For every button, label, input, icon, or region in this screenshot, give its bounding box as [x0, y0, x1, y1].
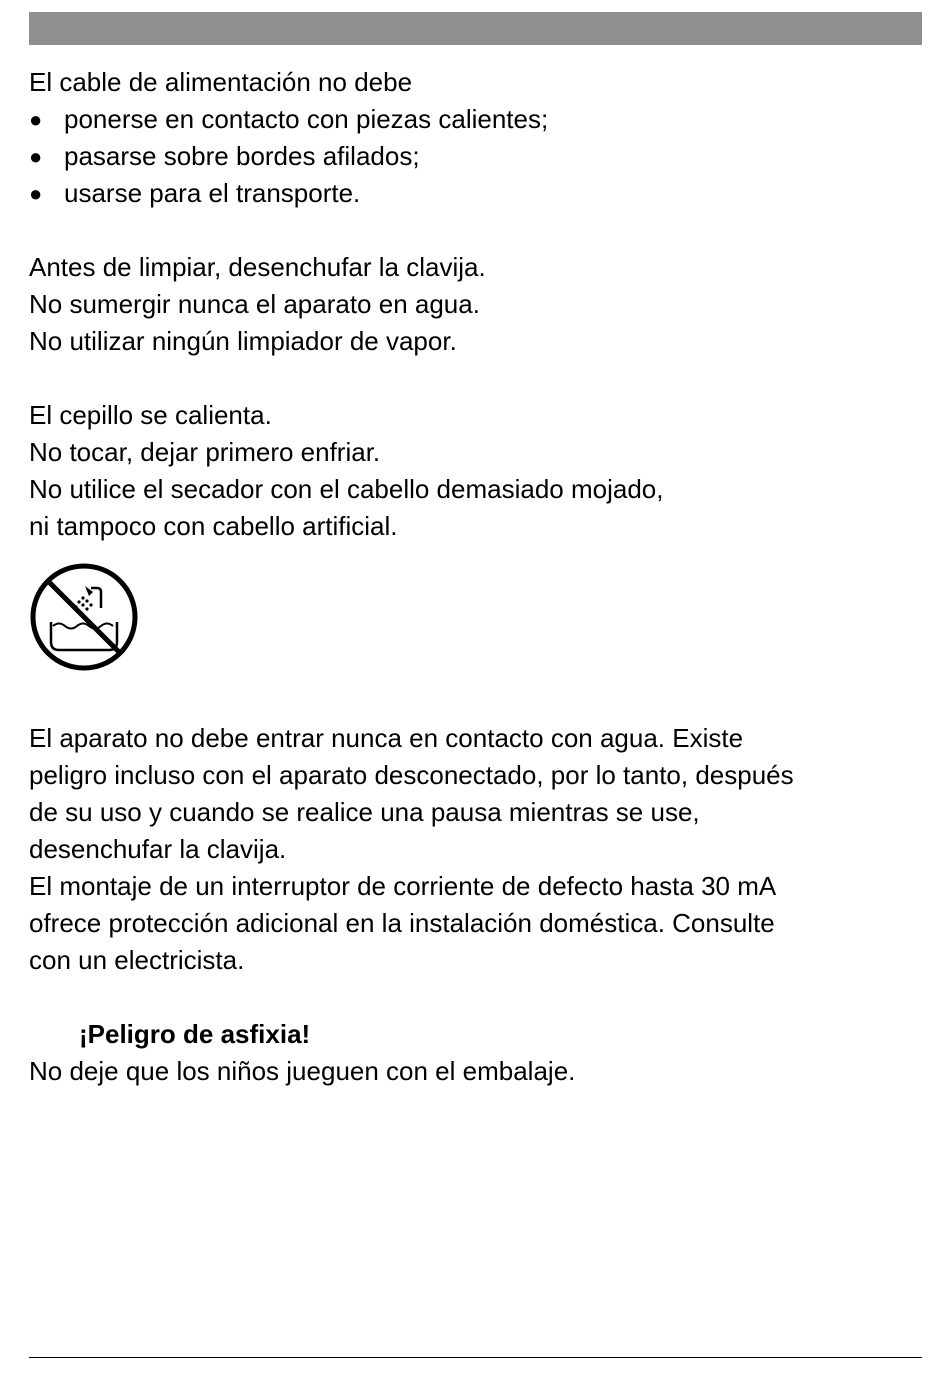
heat-line: No tocar, dejar primero enfriar.	[29, 437, 381, 467]
list-item-text: usarse para el transporte.	[64, 178, 361, 208]
bullet-icon: ●	[29, 144, 43, 169]
suffocation-warning-title: ¡Peligro de asfixia!	[79, 1019, 311, 1049]
footer-divider	[29, 1357, 922, 1358]
cleaning-line: No utilizar ningún limpiador de vapor.	[29, 326, 457, 356]
bullet-icon: ●	[29, 181, 43, 206]
list-item-text: ponerse en contacto con piezas calientes;	[64, 104, 549, 134]
water-warning-line: ofrece protección adicional en la instalación doméstica. Consulte	[29, 908, 775, 938]
water-warning-line: desenchufar la clavija.	[29, 834, 287, 864]
water-warning-line: El montaje de un interruptor de corriente de defecto hasta 30 mA	[29, 871, 777, 901]
water-warning-line: El aparato no debe entrar nunca en contacto con agua. Existe	[29, 723, 744, 753]
list-item-text: pasarse sobre bordes afilados;	[64, 141, 420, 171]
water-warning-line: peligro incluso con el aparato desconectado, por lo tanto, después	[29, 760, 794, 790]
cleaning-line: No sumergir nunca el aparato en agua.	[29, 289, 480, 319]
suffocation-warning-text: No deje que los niños jueguen con el embalaje.	[29, 1056, 576, 1086]
heat-line: ni tampoco con cabello artificial.	[29, 511, 398, 541]
page-content	[29, 64, 924, 1090]
list-item	[29, 175, 924, 212]
heat-line: No utilice el secador con el cabello demasiado mojado,	[29, 474, 664, 504]
heat-line: El cepillo se calienta.	[29, 400, 272, 430]
list-item	[29, 101, 924, 138]
cleaning-line: Antes de limpiar, desenchufar la clavija.	[29, 252, 486, 282]
water-warning-line: de su uso y cuando se realice una pausa mientras se use,	[29, 797, 700, 827]
bullet-icon: ●	[29, 107, 43, 132]
water-warning-line: con un electricista.	[29, 945, 245, 975]
header-bar	[29, 12, 922, 45]
no-water-bath-icon	[29, 562, 139, 672]
cable-intro: El cable de alimentación no debe	[29, 67, 413, 97]
list-item	[29, 138, 924, 175]
